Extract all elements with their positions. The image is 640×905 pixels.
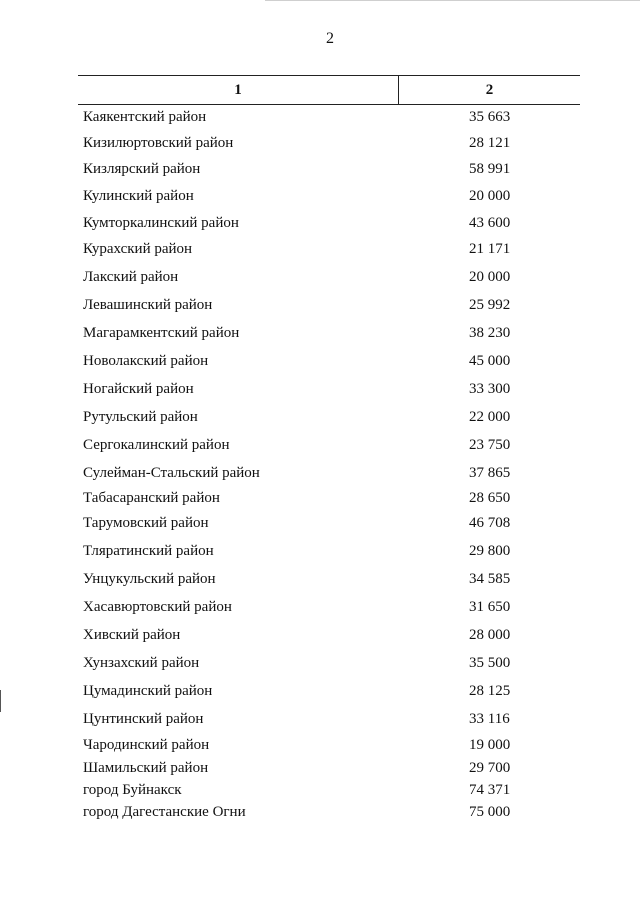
district-name: Тляратинский район xyxy=(83,543,214,559)
district-name: Каякентский район xyxy=(83,109,207,125)
table-row xyxy=(83,540,533,562)
table-row xyxy=(83,462,533,484)
district-name: Лакский район xyxy=(83,269,179,285)
table-row xyxy=(83,487,533,509)
column-header-2: 2 xyxy=(485,81,494,98)
amount-value: 43 600 xyxy=(469,215,511,231)
amount-value: 58 991 xyxy=(469,161,511,177)
district-name: Сергокалинский район xyxy=(83,437,230,453)
table-row xyxy=(83,350,533,372)
district-name: Ногайский район xyxy=(83,381,194,397)
table-row xyxy=(83,568,533,590)
table-row xyxy=(83,708,533,730)
column-header-1: 1 xyxy=(78,76,399,104)
district-name: Магарамкентский район xyxy=(83,325,240,341)
district-name: Хасавюртовский район xyxy=(83,599,232,615)
top-edge-rule xyxy=(265,0,640,1)
amount-value: 28 125 xyxy=(469,683,511,699)
amount-value: 25 992 xyxy=(469,297,511,313)
table-row xyxy=(83,624,533,646)
district-name: Кумторкалинский район xyxy=(83,215,239,231)
amount-value: 23 750 xyxy=(469,437,511,453)
amount-value: 29 700 xyxy=(469,760,511,776)
table-row xyxy=(83,378,533,400)
table-row xyxy=(83,106,533,128)
amount-value: 34 585 xyxy=(469,571,511,587)
district-name: Цумадинский район xyxy=(83,683,213,699)
amount-value: 75 000 xyxy=(469,804,511,820)
table-row xyxy=(83,434,533,456)
district-name: Хивский район xyxy=(83,627,181,643)
table-row xyxy=(83,322,533,344)
amount-value: 28 650 xyxy=(469,490,511,506)
table-row xyxy=(83,238,533,260)
page-number: 2 xyxy=(326,30,334,47)
table-row xyxy=(83,512,533,534)
amount-value: 29 800 xyxy=(469,543,511,559)
amount-value: 35 500 xyxy=(469,655,511,671)
amount-value: 45 000 xyxy=(469,353,511,369)
district-name: город Дагестанские Огни xyxy=(83,804,246,820)
district-name: Новолакский район xyxy=(83,353,209,369)
amount-value: 46 708 xyxy=(469,515,511,531)
amount-value: 33 116 xyxy=(469,711,510,727)
amount-value: 38 230 xyxy=(469,325,511,341)
table-row xyxy=(83,680,533,702)
district-name: Кизилюртовский район xyxy=(83,135,234,151)
amount-value: 37 865 xyxy=(469,465,511,481)
district-name: Чародинский район xyxy=(83,737,210,753)
amount-value: 22 000 xyxy=(469,409,511,425)
amount-value: 74 371 xyxy=(469,782,511,798)
amount-value: 33 300 xyxy=(469,381,511,397)
table-row xyxy=(83,596,533,618)
district-name: Цунтинский район xyxy=(83,711,204,727)
district-name: Сулейман-Стальский район xyxy=(83,465,260,481)
district-name: Рутульский район xyxy=(83,409,198,425)
amount-value: 19 000 xyxy=(469,737,511,753)
amount-value: 20 000 xyxy=(469,269,511,285)
district-name: Унцукульский район xyxy=(83,571,216,587)
table-row xyxy=(83,294,533,316)
table-row xyxy=(83,652,533,674)
table-row xyxy=(83,212,533,234)
district-name: Кулинский район xyxy=(83,188,194,204)
table-row xyxy=(83,757,533,779)
district-name: Шамильский район xyxy=(83,760,209,776)
table-row xyxy=(83,801,533,823)
table-row xyxy=(83,266,533,288)
scan-margin-mark xyxy=(0,690,1,712)
district-name: Курахский район xyxy=(83,241,193,257)
table-row xyxy=(83,132,533,154)
amount-value: 28 121 xyxy=(469,135,511,151)
amount-value: 20 000 xyxy=(469,188,511,204)
amount-value: 21 171 xyxy=(469,241,511,257)
district-name: Табасаранский район xyxy=(83,490,220,506)
district-name: Кизлярский район xyxy=(83,161,201,177)
table-row xyxy=(83,158,533,180)
table-row xyxy=(83,406,533,428)
amount-value: 28 000 xyxy=(469,627,511,643)
district-name: Тарумовский район xyxy=(83,515,209,531)
table-row xyxy=(83,734,533,756)
table-row xyxy=(83,185,533,207)
table-header xyxy=(78,75,580,105)
district-name: город Буйнакск xyxy=(83,782,182,798)
table-row xyxy=(83,779,533,801)
district-name: Левашинский район xyxy=(83,297,213,313)
district-name: Хунзахский район xyxy=(83,655,200,671)
amount-value: 35 663 xyxy=(469,109,511,125)
amount-value: 31 650 xyxy=(469,599,511,615)
